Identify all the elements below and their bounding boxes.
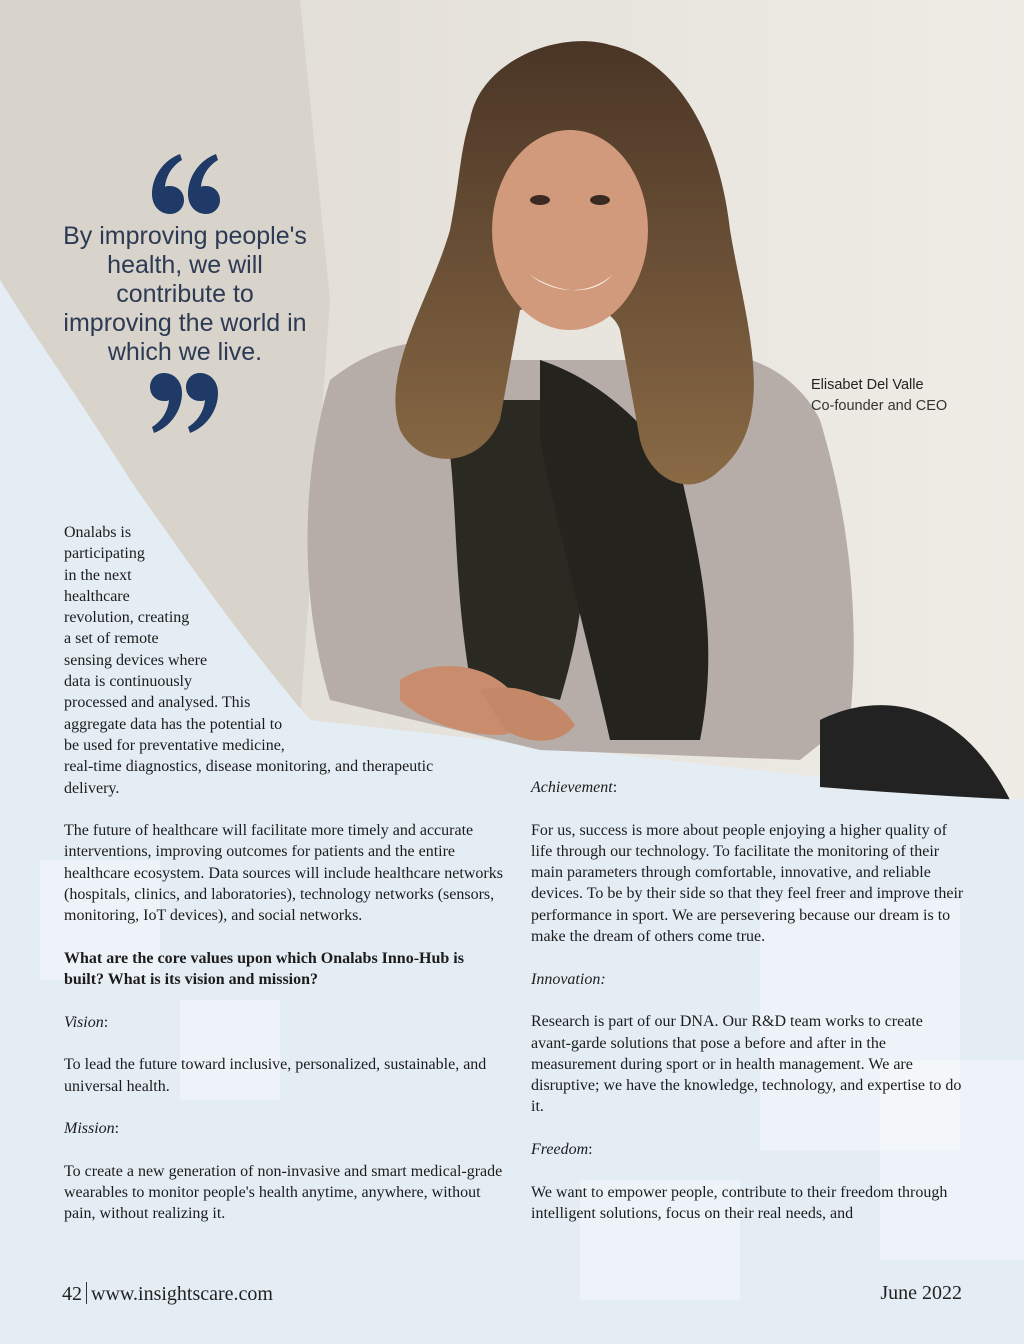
intro-line: processed and analysed. This — [64, 694, 251, 712]
innovation-text: Research is part of our DNA. Our R&D team works to create avant-garde solutions that pose a before and after in the measurement during sport or in health management. We are disruptive; we have the knowledge, technology, and expertise to do it. — [531, 1013, 962, 1116]
intro-line: healthcare — [64, 587, 130, 605]
intro-line: aggregate data has the potential to — [64, 715, 283, 733]
freedom-text: We want to empower people, contribute to their freedom through intelligent solutions, focus on their real needs, and — [531, 1183, 948, 1222]
intro-line: revolution, creating — [64, 609, 190, 627]
intro-line: sensing devices where — [64, 651, 208, 669]
photo-caption — [811, 375, 947, 417]
vision-label: Vision — [64, 1013, 104, 1031]
left-column: The future of healthcare will facilitate more timely and accurate interventions, improving outcomes for patients and the entire healthcare ecosystem. Data sources will include healthcare networks (hospitals, clinics, and laboratories), technology networks (sensors, monitoring, IoT devices), and social networks. What are the core values upon which Onalabs Inno-Hub is built? What is its vision and mission? Vision: To lead the future toward inclusive, personalized, sustainable, and universal health. Mission: To create a new generation of non-invasive and smart medical-grade wearables to monitor people's health anytime, anywhere, without pain, without realizing it. — [64, 820, 504, 1225]
vision-text: To lead the future toward inclusive, personalized, sustainable, and universal health. — [64, 1056, 487, 1095]
freedom-label: Freedom — [531, 1141, 589, 1159]
footer-left — [62, 1282, 273, 1306]
intro-line: a set of remote — [64, 630, 159, 648]
mission-label: Mission — [64, 1120, 115, 1138]
caption-name: Elisabet Del Valle — [811, 377, 924, 393]
caption-role: Co-founder and CEO — [811, 398, 948, 414]
website-link[interactable]: www.insightscare.com — [91, 1283, 273, 1305]
intro-line: delivery. — [64, 779, 120, 797]
pull-quote — [60, 150, 310, 437]
intro-line: in the next — [64, 566, 132, 584]
achievement-label: Achievement — [531, 779, 613, 796]
innovation-label: Innovation: — [531, 970, 606, 988]
mission-text: To create a new generation of non-invasive and smart medical-grade wearables to monitor people's health anytime, anywhere, without pain, without realizing it. — [64, 1162, 503, 1223]
footer-divider — [86, 1282, 87, 1304]
close-quote-icon — [150, 371, 220, 437]
intro-line: be used for preventative medicine, — [64, 736, 285, 754]
page-number: 42 — [62, 1283, 82, 1305]
intro-line: Onalabs is — [64, 524, 132, 541]
issue-date: June 2022 — [880, 1282, 962, 1304]
quote-text: By improving people's health, we will contribute to improving the world in which we live. — [63, 222, 307, 366]
intro-line: real-time diagnostics, disease monitoring, and therapeutic — [64, 758, 434, 776]
intro-line: data is continuously — [64, 673, 192, 691]
open-quote-icon — [150, 150, 220, 216]
achievement-text: For us, success is more about people enjoying a higher quality of life through our technology. To facilitate the monitoring of their main parameters through comfortable, innovative, and reliable devices. To be by their side so that they feel freer and improve their performance in sport. We are persevering because our dream is to make the dream of others come true. — [531, 821, 964, 946]
intro-paragraph — [64, 522, 484, 799]
paragraph-future: The future of healthcare will facilitate more timely and accurate interventions, improving outcomes for patients and the entire healthcare ecosystem. Data sources will include healthcare networks (hospitals, clinics, and laboratories), technology networks (sensors, monitoring, IoT devices), and social networks. — [64, 822, 503, 925]
intro-line: participating — [64, 545, 145, 563]
right-column: Achievement: For us, success is more about people enjoying a higher quality of life through our technology. To facilitate the monitoring of their main parameters through comfortable, innovative, and reliable devices. To be by their side so that they feel freer and improve their performance in sport. We are persevering because our dream is to make the dream of others come true. Innovation: Research is part of our DNA. Our R&D team works to create avant-garde solutions that pose a before and after in the measurement during sport or in health management. We are disruptive; we have the knowledge, technology, and expertise to do it. Freedom: We want to empower people, contribute to their freedom through intelligent solutions, focus on their real needs, and — [531, 777, 966, 1224]
interview-question: What are the core values upon which Onalabs Inno-Hub is built? What is its vision and mission? — [64, 949, 464, 989]
